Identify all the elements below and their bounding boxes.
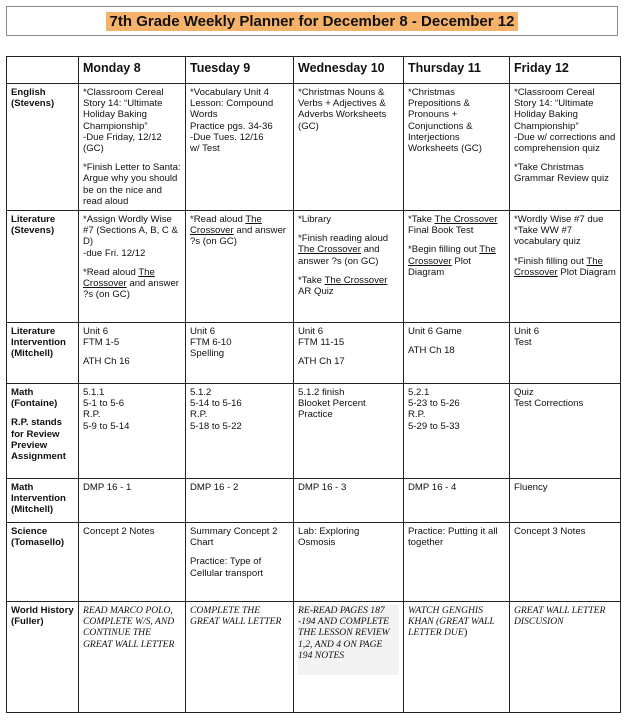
row-label-english: English (Stevens) xyxy=(7,84,79,211)
cell-math-wednesday: 5.1.2 finish Blooket Percent Practice xyxy=(294,384,404,479)
cell-math-thursday: 5.2.1 5-23 to 5-26 R.P. 5-29 to 5-33 xyxy=(404,384,510,479)
literature-tuesday-item-1: *Read aloud The Crossover and answer ?s (on GC) xyxy=(190,214,286,248)
row-label-world-history: World History (Fuller) xyxy=(7,602,79,713)
day-header-thursday: Thursday 11 xyxy=(404,57,510,84)
cell-science-tuesday xyxy=(186,523,294,602)
english-monday-item-2: *Finish Letter to Santa: Argue why you should be on the nice and read aloud xyxy=(83,162,181,207)
cell-science-wednesday: Lab: Exploring Osmosis xyxy=(294,523,404,602)
science-tuesday-item-2: Practice: Type of Cellular transport xyxy=(190,556,264,579)
row-label-math-intervention: Math Intervention (Mitchell) xyxy=(7,479,79,523)
lit-intervention-thursday-item-2: ATH Ch 18 xyxy=(408,345,455,357)
cell-english-friday xyxy=(510,84,621,211)
lit-intervention-monday-item-2: ATH Ch 16 xyxy=(83,356,130,368)
english-friday-item-1: *Classroom Cereal Story 14: “Ultimate Holiday Baking Championship” -Due w/ corrections and comprehension quiz xyxy=(514,87,616,155)
cell-science-friday: Concept 3 Notes xyxy=(510,523,621,602)
cell-math-intervention-tuesday: DMP 16 - 2 xyxy=(186,479,294,523)
cell-math-friday: Quiz Test Corrections xyxy=(510,384,621,479)
row-math xyxy=(7,384,621,479)
row-label-math xyxy=(7,384,79,479)
literature-wednesday-item-1: *Library xyxy=(298,214,332,226)
row-english xyxy=(7,84,621,211)
literature-friday-item-2: *Finish filling out The Crossover Plot Diagram xyxy=(514,255,616,278)
cell-history-friday: GREAT WALL LETTER DISCUSION xyxy=(510,602,621,713)
science-tuesday-item-1: Summary Concept 2 Chart xyxy=(190,526,278,549)
title-box xyxy=(6,6,618,36)
cell-history-tuesday: COMPLETE THE GREAT WALL LETTER xyxy=(186,602,294,713)
planner-table xyxy=(6,56,621,713)
cell-literature-monday xyxy=(79,211,186,323)
cell-science-monday: Concept 2 Notes xyxy=(79,523,186,602)
cell-math-intervention-friday: Fluency xyxy=(510,479,621,523)
header-row xyxy=(7,57,621,84)
cell-science-thursday: Practice: Putting it all together xyxy=(404,523,510,602)
cell-lit-intervention-wednesday xyxy=(294,323,404,384)
row-label-science: Science (Tomasello) xyxy=(7,523,79,602)
cell-math-intervention-monday: DMP 16 - 1 xyxy=(79,479,186,523)
cell-english-tuesday: *Vocabulary Unit 4 Lesson: Compound Words Practice pgs. 34-36 -Due Tues. 12/16 w/ Test xyxy=(186,84,294,211)
history-thursday-text: WATCH GENGHIS KHAN (GREAT WALL LETTER DUE xyxy=(408,605,495,639)
day-header-wednesday: Wednesday 10 xyxy=(294,57,404,84)
math-label: Math (Fontaine) xyxy=(11,387,58,410)
cell-literature-tuesday xyxy=(186,211,294,323)
literature-thursday-item-2: *Begin filling out The Crossover Plot Diagram xyxy=(408,244,496,278)
literature-wednesday-item-2: *Finish reading aloud The Crossover and answer ?s (on GC) xyxy=(298,233,389,267)
english-friday-item-2: *Take Christmas Grammar Review quiz xyxy=(514,162,609,185)
lit-intervention-thursday-item-1: Unit 6 Game xyxy=(408,326,462,338)
corner-cell xyxy=(7,57,79,84)
page-title: 7th Grade Weekly Planner for December 8 - December 12 xyxy=(106,12,519,31)
cell-lit-intervention-tuesday: Unit 6 FTM 6-10 Spelling xyxy=(186,323,294,384)
cell-literature-thursday xyxy=(404,211,510,323)
book-title: The Crossover xyxy=(324,274,388,286)
day-header-tuesday: Tuesday 9 xyxy=(186,57,294,84)
literature-thursday-item-1: *Take The Crossover Final Book Test xyxy=(408,214,498,237)
lit-intervention-wednesday-item-2: ATH Ch 17 xyxy=(298,356,345,368)
history-thursday-paren: ) xyxy=(463,626,468,639)
cell-literature-friday xyxy=(510,211,621,323)
book-title: The Crossover xyxy=(83,266,155,290)
book-title: The Crossover xyxy=(408,244,496,267)
literature-wednesday-item-3: *Take The Crossover AR Quiz xyxy=(298,274,388,298)
cell-math-monday: 5.1.1 5-1 to 5-6 R.P. 5-9 to 5-14 xyxy=(79,384,186,479)
lit-intervention-wednesday-item-1: Unit 6 FTM 11-15 xyxy=(298,326,345,349)
cell-literature-wednesday xyxy=(294,211,404,323)
cell-math-tuesday: 5.1.2 5-14 to 5-16 R.P. 5-18 to 5-22 xyxy=(186,384,294,479)
row-label-literature: Literature (Stevens) xyxy=(7,211,79,323)
cell-english-monday xyxy=(79,84,186,211)
day-header-friday: Friday 12 xyxy=(510,57,621,84)
cell-lit-intervention-thursday xyxy=(404,323,510,384)
literature-monday-item-2: *Read aloud The Crossover and answer ?s (on GC) xyxy=(83,266,179,301)
book-title: The Crossover xyxy=(434,214,498,226)
book-title: The Crossover xyxy=(514,255,603,278)
cell-english-thursday: *Christmas Prepositions & Pronouns + Conjunctions & Interjections Worksheets (GC) xyxy=(404,84,510,211)
cell-lit-intervention-friday: Unit 6 Test xyxy=(510,323,621,384)
cell-math-intervention-thursday: DMP 16 - 4 xyxy=(404,479,510,523)
cell-history-wednesday xyxy=(294,602,404,713)
row-math-intervention xyxy=(7,479,621,523)
row-label-literature-intervention: Literature Intervention (Mitchell) xyxy=(7,323,79,384)
book-title: The Crossover xyxy=(190,214,262,237)
cell-lit-intervention-monday xyxy=(79,323,186,384)
cell-history-thursday xyxy=(404,602,510,713)
row-literature-intervention xyxy=(7,323,621,384)
day-header-monday: Monday 8 xyxy=(79,57,186,84)
row-science xyxy=(7,523,621,602)
book-title: The Crossover xyxy=(298,244,361,256)
row-literature xyxy=(7,211,621,323)
lit-intervention-monday-item-1: Unit 6 FTM 1-5 xyxy=(83,326,120,349)
cell-math-intervention-wednesday: DMP 16 - 3 xyxy=(294,479,404,523)
history-wednesday-text: RE-READ PAGES 187 -194 AND COMPLETE THE LESSON REVIEW 1,2, AND 4 ON PAGE 194 NOTES xyxy=(298,605,399,675)
literature-friday-item-1: *Wordly Wise #7 due *Take WW #7 vocabulary quiz xyxy=(514,214,604,248)
english-monday-item-1: *Classroom Cereal Story 14: “Ultimate Holiday Baking Championship” -Due Friday, 12/12 (GC) xyxy=(83,87,164,155)
literature-monday-item-1: *Assign Wordly Wise #7 (Sections A, B, C & D) -due Fri. 12/12 xyxy=(83,214,178,259)
cell-english-wednesday: *Christmas Nouns & Verbs + Adjectives & Adverbs Worksheets (GC) xyxy=(294,84,404,211)
math-rp-note: R.P. stands for Review Preview Assignment xyxy=(11,417,66,463)
row-world-history xyxy=(7,602,621,713)
cell-history-monday: READ MARCO POLO, COMPLETE W/S, AND CONTINUE THE GREAT WALL LETTER xyxy=(79,602,186,713)
